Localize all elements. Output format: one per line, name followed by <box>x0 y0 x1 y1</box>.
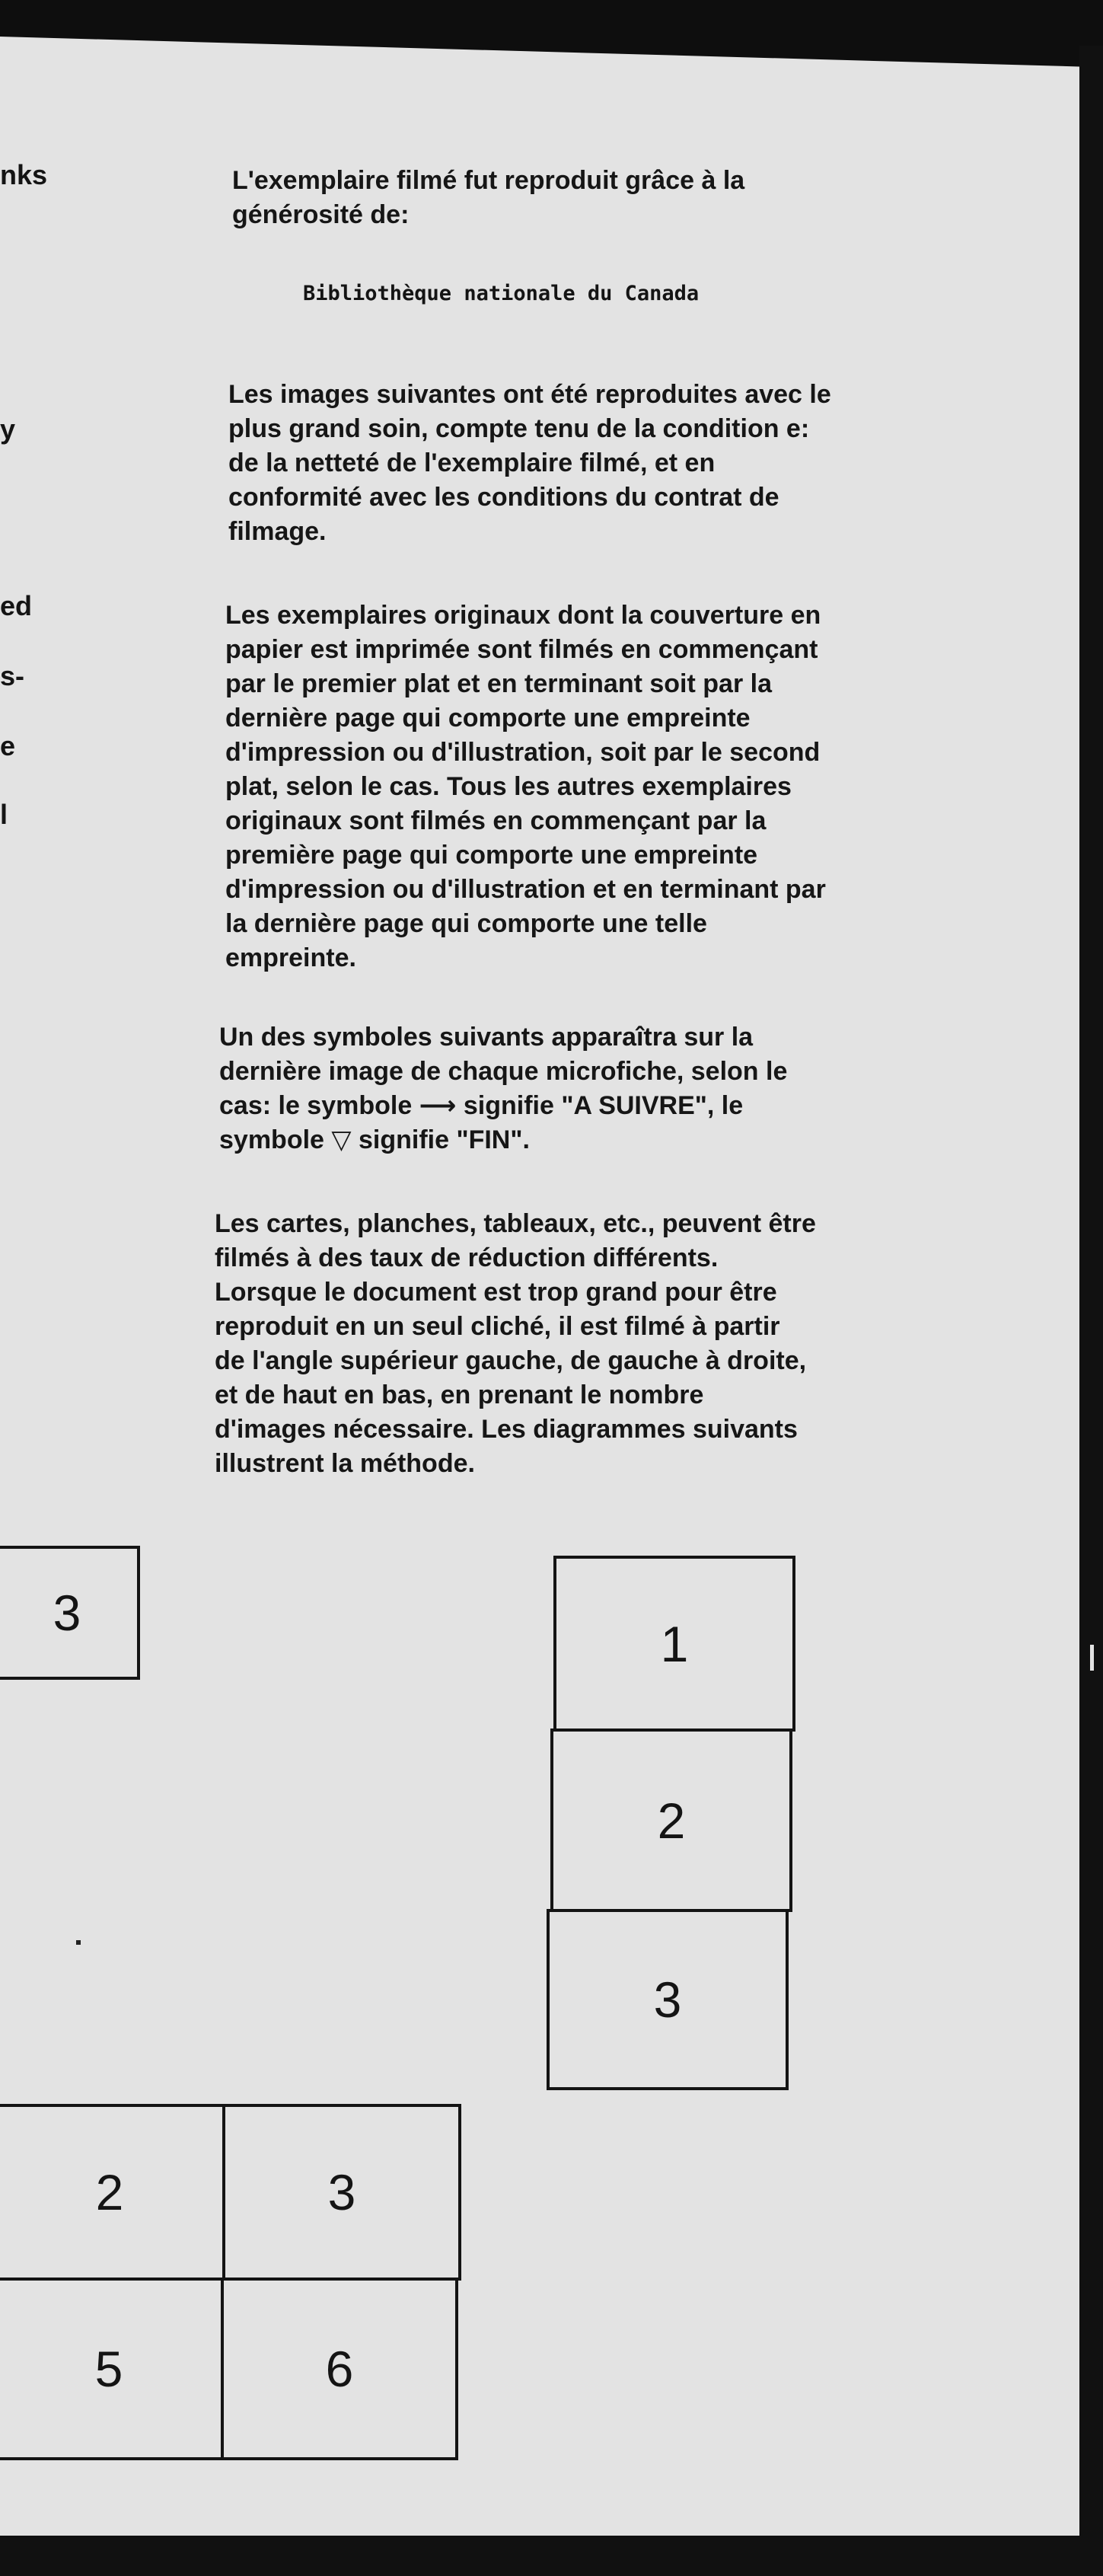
diagram-number: 3 <box>53 1585 81 1641</box>
diagram-grid-cell-6 <box>221 2278 458 2460</box>
diagram-number: 6 <box>325 2341 354 2397</box>
intro-text: L'exemplaire filmé fut reproduit grâce à la générosité de: <box>232 166 745 229</box>
diagram-grid-cell-2 <box>0 2104 225 2281</box>
left-fragment: s- <box>0 660 25 691</box>
library-name: Bibliothèque nationale du Canada <box>303 282 700 305</box>
paragraph-originals: Les exemplaires originaux dont la couverture en papier est imprimée sont filmés en commençant par le premier plat et en terminant soit par la dernière page qui comporte une empreinte d'impression ou d'illustration, soit par le second plat, selon le cas. Tous les autres exemplaires originaux sont filmés en commençant par la première page qui comporte une empreinte d'impression ou d'illustration et en terminant par la dernière page qui comporte une telle empreinte. <box>225 601 826 972</box>
diagram-number: 1 <box>660 1615 689 1672</box>
diagram-stack-cell-2 <box>550 1729 792 1912</box>
left-fragment: e <box>0 730 16 761</box>
diagram-grid-cell-3 <box>222 2104 461 2281</box>
diagram-number: 3 <box>327 2164 356 2220</box>
scan-speck <box>76 1940 81 1945</box>
diagram-stack-cell-1 <box>553 1556 795 1732</box>
paragraph-method: Les cartes, planches, tableaux, etc., peuvent être filmés à des taux de réduction différents. Lorsque le document est trop grand pour être reproduit en un seul cliché, il est filmé à partir de l'angle supérieur gauche, de gauche à droite, et de haut en bas, en prenant le nombre d'images nécessaire. Les diagrammes suivants illustrent la méthode. <box>215 1209 816 1478</box>
left-fragment: nks <box>0 159 48 190</box>
diagram-stack-cell-3 <box>547 1909 789 2090</box>
diagram-number: 3 <box>653 1971 682 2028</box>
left-fragment: ed <box>0 590 33 621</box>
scan-edge-right <box>1079 46 1103 2543</box>
diagram-grid-cell-5 <box>0 2278 224 2460</box>
diagram-number: 2 <box>95 2164 124 2220</box>
diagram-number: 2 <box>657 1792 686 1849</box>
diagram-box-partial <box>0 1546 140 1680</box>
left-fragment: y <box>0 413 16 445</box>
paragraph-symbols: Un des symboles suivants apparaîtra sur la dernière image de chaque microfiche, selon le cas: le symbole ⟶ signifie "A SUIVRE", le symbole ▽ signifie "FIN". <box>219 1023 788 1154</box>
diagram-number: 5 <box>94 2341 123 2397</box>
scan-edge-bottom <box>0 2536 1103 2576</box>
paragraph-care: Les images suivantes ont été reproduites avec le plus grand soin, compte tenu de la condition e: de la netteté de l'exemplaire filmé, et en conformité avec les conditions du contrat de filmage. <box>228 380 831 546</box>
scan-speck <box>1090 1645 1094 1671</box>
left-fragment: l <box>0 799 8 830</box>
